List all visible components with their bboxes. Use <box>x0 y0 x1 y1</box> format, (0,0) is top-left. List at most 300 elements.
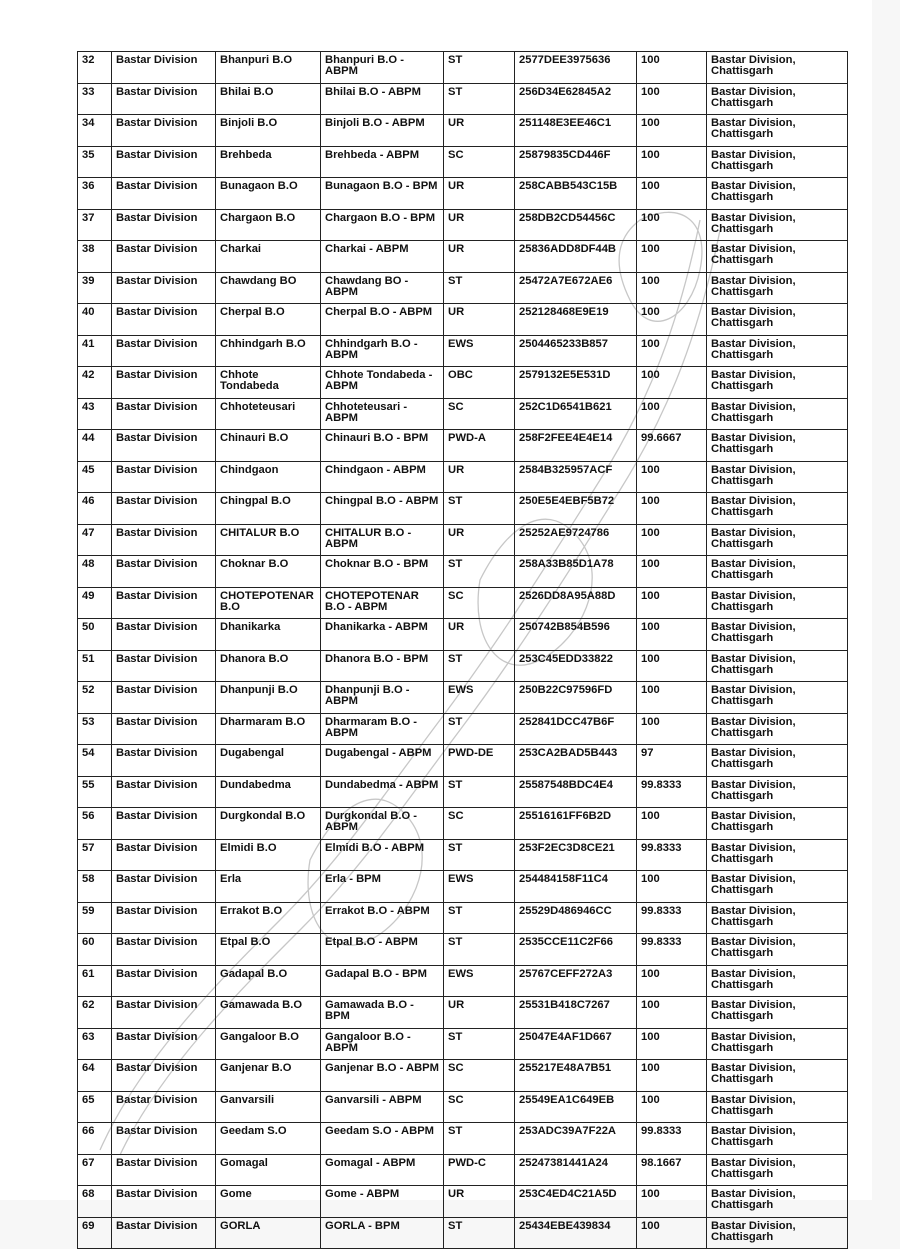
post-name-cell: Dharmaram B.O - ABPM <box>321 713 444 745</box>
division-cell: Bastar Division <box>112 997 216 1029</box>
location-cell: Bastar Division, Chattisgarh <box>707 367 848 399</box>
registration-id-cell: 258DB2CD54456C <box>515 209 637 241</box>
office-name-cell: Chinauri B.O <box>216 430 321 462</box>
registration-id-cell: 254484158F11C4 <box>515 871 637 903</box>
serial-number-cell: 33 <box>78 83 112 115</box>
serial-number-cell: 65 <box>78 1091 112 1123</box>
category-cell: UR <box>444 461 515 493</box>
post-name-cell: Geedam S.O - ABPM <box>321 1123 444 1155</box>
registration-id-cell: 25252AE9724786 <box>515 524 637 556</box>
location-cell: Bastar Division, Chattisgarh <box>707 1091 848 1123</box>
serial-number-cell: 48 <box>78 556 112 588</box>
location-cell: Bastar Division, Chattisgarh <box>707 241 848 273</box>
office-name-cell: Errakot B.O <box>216 902 321 934</box>
serial-number-cell: 49 <box>78 587 112 619</box>
office-name-cell: Dhanikarka <box>216 619 321 651</box>
table-row <box>78 965 848 997</box>
serial-number-cell: 60 <box>78 934 112 966</box>
post-name-cell: Etpal B.O - ABPM <box>321 934 444 966</box>
category-cell: SC <box>444 1091 515 1123</box>
category-cell: EWS <box>444 682 515 714</box>
location-cell: Bastar Division, Chattisgarh <box>707 304 848 336</box>
serial-number-cell: 55 <box>78 776 112 808</box>
serial-number-cell: 45 <box>78 461 112 493</box>
registration-id-cell: 255217E48A7B51 <box>515 1060 637 1092</box>
percentage-cell: 100 <box>637 556 707 588</box>
serial-number-cell: 58 <box>78 871 112 903</box>
office-name-cell: Gamawada B.O <box>216 997 321 1029</box>
division-cell: Bastar Division <box>112 1186 216 1218</box>
category-cell: ST <box>444 713 515 745</box>
office-name-cell: Gangaloor B.O <box>216 1028 321 1060</box>
location-cell: Bastar Division, Chattisgarh <box>707 430 848 462</box>
table-row <box>78 934 848 966</box>
division-cell: Bastar Division <box>112 587 216 619</box>
office-name-cell: Chhoteteusari <box>216 398 321 430</box>
percentage-cell: 100 <box>637 1060 707 1092</box>
office-name-cell: Erla <box>216 871 321 903</box>
registration-id-cell: 2535CCE11C2F66 <box>515 934 637 966</box>
serial-number-cell: 37 <box>78 209 112 241</box>
registration-id-cell: 25836ADD8DF44B <box>515 241 637 273</box>
category-cell: ST <box>444 556 515 588</box>
location-cell: Bastar Division, Chattisgarh <box>707 1154 848 1186</box>
post-name-cell: Durgkondal B.O - ABPM <box>321 808 444 840</box>
percentage-cell: 100 <box>637 997 707 1029</box>
post-name-cell: Bhilai B.O - ABPM <box>321 83 444 115</box>
office-name-cell: Binjoli B.O <box>216 115 321 147</box>
table-row <box>78 398 848 430</box>
division-cell: Bastar Division <box>112 1123 216 1155</box>
registration-id-cell: 2526DD8A95A88D <box>515 587 637 619</box>
location-cell: Bastar Division, Chattisgarh <box>707 965 848 997</box>
post-name-cell: Dundabedma - ABPM <box>321 776 444 808</box>
division-cell: Bastar Division <box>112 871 216 903</box>
registration-id-cell: 250E5E4EBF5B72 <box>515 493 637 525</box>
post-name-cell: Dhanora B.O - BPM <box>321 650 444 682</box>
category-cell: ST <box>444 902 515 934</box>
office-name-cell: Choknar B.O <box>216 556 321 588</box>
office-name-cell: Chhindgarh B.O <box>216 335 321 367</box>
location-cell: Bastar Division, Chattisgarh <box>707 745 848 777</box>
registration-id-cell: 250742B854B596 <box>515 619 637 651</box>
division-cell: Bastar Division <box>112 430 216 462</box>
percentage-cell: 100 <box>637 871 707 903</box>
category-cell: SC <box>444 808 515 840</box>
category-cell: EWS <box>444 965 515 997</box>
category-cell: ST <box>444 1028 515 1060</box>
category-cell: UR <box>444 1186 515 1218</box>
location-cell: Bastar Division, Chattisgarh <box>707 682 848 714</box>
percentage-cell: 100 <box>637 682 707 714</box>
table-row <box>78 713 848 745</box>
category-cell: ST <box>444 52 515 84</box>
table-row <box>78 146 848 178</box>
post-name-cell: Ganjenar B.O - ABPM <box>321 1060 444 1092</box>
table-row <box>78 808 848 840</box>
percentage-cell: 100 <box>637 1091 707 1123</box>
percentage-cell: 100 <box>637 1217 707 1249</box>
percentage-cell: 99.8333 <box>637 776 707 808</box>
division-cell: Bastar Division <box>112 745 216 777</box>
office-name-cell: Geedam S.O <box>216 1123 321 1155</box>
registration-id-cell: 252128468E9E19 <box>515 304 637 336</box>
percentage-cell: 100 <box>637 1186 707 1218</box>
category-cell: EWS <box>444 871 515 903</box>
serial-number-cell: 68 <box>78 1186 112 1218</box>
division-cell: Bastar Division <box>112 1154 216 1186</box>
serial-number-cell: 50 <box>78 619 112 651</box>
registration-id-cell: 258F2FEE4E4E14 <box>515 430 637 462</box>
post-name-cell: Gomagal - ABPM <box>321 1154 444 1186</box>
serial-number-cell: 67 <box>78 1154 112 1186</box>
table-row <box>78 178 848 210</box>
location-cell: Bastar Division, Chattisgarh <box>707 398 848 430</box>
office-name-cell: Durgkondal B.O <box>216 808 321 840</box>
location-cell: Bastar Division, Chattisgarh <box>707 556 848 588</box>
division-cell: Bastar Division <box>112 272 216 304</box>
location-cell: Bastar Division, Chattisgarh <box>707 587 848 619</box>
category-cell: PWD-A <box>444 430 515 462</box>
serial-number-cell: 69 <box>78 1217 112 1249</box>
category-cell: PWD-DE <box>444 745 515 777</box>
table-row <box>78 619 848 651</box>
serial-number-cell: 39 <box>78 272 112 304</box>
division-cell: Bastar Division <box>112 146 216 178</box>
registration-id-cell: 253C45EDD33822 <box>515 650 637 682</box>
post-name-cell: Chhindgarh B.O - ABPM <box>321 335 444 367</box>
serial-number-cell: 42 <box>78 367 112 399</box>
percentage-cell: 100 <box>637 146 707 178</box>
post-name-cell: Dhanikarka - ABPM <box>321 619 444 651</box>
division-cell: Bastar Division <box>112 682 216 714</box>
division-cell: Bastar Division <box>112 209 216 241</box>
table-row <box>78 1060 848 1092</box>
percentage-cell: 100 <box>637 83 707 115</box>
division-cell: Bastar Division <box>112 1060 216 1092</box>
office-name-cell: Ganjenar B.O <box>216 1060 321 1092</box>
category-cell: ST <box>444 83 515 115</box>
percentage-cell: 100 <box>637 493 707 525</box>
results-table <box>77 51 848 1249</box>
category-cell: ST <box>444 839 515 871</box>
registration-id-cell: 2579132E5E531D <box>515 367 637 399</box>
category-cell: UR <box>444 241 515 273</box>
post-name-cell: CHITALUR B.O - ABPM <box>321 524 444 556</box>
registration-id-cell: 25531B418C7267 <box>515 997 637 1029</box>
location-cell: Bastar Division, Chattisgarh <box>707 52 848 84</box>
location-cell: Bastar Division, Chattisgarh <box>707 776 848 808</box>
division-cell: Bastar Division <box>112 178 216 210</box>
location-cell: Bastar Division, Chattisgarh <box>707 1060 848 1092</box>
category-cell: UR <box>444 304 515 336</box>
office-name-cell: Elmidi B.O <box>216 839 321 871</box>
division-cell: Bastar Division <box>112 934 216 966</box>
serial-number-cell: 54 <box>78 745 112 777</box>
percentage-cell: 100 <box>637 304 707 336</box>
category-cell: EWS <box>444 335 515 367</box>
table-row <box>78 776 848 808</box>
category-cell: ST <box>444 1123 515 1155</box>
category-cell: PWD-C <box>444 1154 515 1186</box>
registration-id-cell: 25587548BDC4E4 <box>515 776 637 808</box>
category-cell: ST <box>444 1217 515 1249</box>
post-name-cell: Gamawada B.O - BPM <box>321 997 444 1029</box>
office-name-cell: Chawdang BO <box>216 272 321 304</box>
office-name-cell: Dundabedma <box>216 776 321 808</box>
table-row <box>78 1186 848 1218</box>
division-cell: Bastar Division <box>112 965 216 997</box>
office-name-cell: Brehbeda <box>216 146 321 178</box>
serial-number-cell: 40 <box>78 304 112 336</box>
location-cell: Bastar Division, Chattisgarh <box>707 115 848 147</box>
location-cell: Bastar Division, Chattisgarh <box>707 524 848 556</box>
division-cell: Bastar Division <box>112 650 216 682</box>
registration-id-cell: 25549EA1C649EB <box>515 1091 637 1123</box>
table-row <box>78 997 848 1029</box>
division-cell: Bastar Division <box>112 52 216 84</box>
registration-id-cell: 25472A7E672AE6 <box>515 272 637 304</box>
serial-number-cell: 57 <box>78 839 112 871</box>
registration-id-cell: 253CA2BAD5B443 <box>515 745 637 777</box>
table-row <box>78 52 848 84</box>
post-name-cell: Chingpal B.O - ABPM <box>321 493 444 525</box>
registration-id-cell: 25879835CD446F <box>515 146 637 178</box>
serial-number-cell: 43 <box>78 398 112 430</box>
registration-id-cell: 258A33B85D1A78 <box>515 556 637 588</box>
table-row <box>78 83 848 115</box>
table-row <box>78 1028 848 1060</box>
category-cell: ST <box>444 650 515 682</box>
table-row <box>78 493 848 525</box>
table-row <box>78 650 848 682</box>
table-row <box>78 241 848 273</box>
category-cell: SC <box>444 398 515 430</box>
category-cell: UR <box>444 524 515 556</box>
percentage-cell: 99.8333 <box>637 902 707 934</box>
office-name-cell: Chargaon B.O <box>216 209 321 241</box>
division-cell: Bastar Division <box>112 304 216 336</box>
post-name-cell: Chhote Tondabeda - ABPM <box>321 367 444 399</box>
post-name-cell: Binjoli B.O - ABPM <box>321 115 444 147</box>
percentage-cell: 100 <box>637 115 707 147</box>
category-cell: OBC <box>444 367 515 399</box>
division-cell: Bastar Division <box>112 1217 216 1249</box>
location-cell: Bastar Division, Chattisgarh <box>707 871 848 903</box>
table-row <box>78 209 848 241</box>
serial-number-cell: 56 <box>78 808 112 840</box>
results-table-body <box>78 52 848 1249</box>
registration-id-cell: 2577DEE3975636 <box>515 52 637 84</box>
post-name-cell: Dhanpunji B.O - ABPM <box>321 682 444 714</box>
office-name-cell: GORLA <box>216 1217 321 1249</box>
office-name-cell: Charkai <box>216 241 321 273</box>
office-name-cell: CHITALUR B.O <box>216 524 321 556</box>
table-row <box>78 524 848 556</box>
office-name-cell: Chindgaon <box>216 461 321 493</box>
percentage-cell: 100 <box>637 619 707 651</box>
post-name-cell: Errakot B.O - ABPM <box>321 902 444 934</box>
percentage-cell: 99.8333 <box>637 934 707 966</box>
division-cell: Bastar Division <box>112 808 216 840</box>
serial-number-cell: 51 <box>78 650 112 682</box>
table-row <box>78 556 848 588</box>
table-row <box>78 902 848 934</box>
post-name-cell: Charkai - ABPM <box>321 241 444 273</box>
category-cell: ST <box>444 934 515 966</box>
post-name-cell: Ganvarsili - ABPM <box>321 1091 444 1123</box>
post-name-cell: Bhanpuri B.O - ABPM <box>321 52 444 84</box>
post-name-cell: Chawdang BO - ABPM <box>321 272 444 304</box>
post-name-cell: Brehbeda - ABPM <box>321 146 444 178</box>
office-name-cell: Bhilai B.O <box>216 83 321 115</box>
table-row <box>78 304 848 336</box>
post-name-cell: Bunagaon B.O - BPM <box>321 178 444 210</box>
serial-number-cell: 61 <box>78 965 112 997</box>
table-row <box>78 335 848 367</box>
location-cell: Bastar Division, Chattisgarh <box>707 839 848 871</box>
location-cell: Bastar Division, Chattisgarh <box>707 902 848 934</box>
category-cell: ST <box>444 272 515 304</box>
location-cell: Bastar Division, Chattisgarh <box>707 650 848 682</box>
post-name-cell: Choknar B.O - BPM <box>321 556 444 588</box>
serial-number-cell: 59 <box>78 902 112 934</box>
location-cell: Bastar Division, Chattisgarh <box>707 1123 848 1155</box>
percentage-cell: 100 <box>637 272 707 304</box>
registration-id-cell: 256D34E62845A2 <box>515 83 637 115</box>
post-name-cell: GORLA - BPM <box>321 1217 444 1249</box>
registration-id-cell: 25434EBE439834 <box>515 1217 637 1249</box>
serial-number-cell: 63 <box>78 1028 112 1060</box>
serial-number-cell: 38 <box>78 241 112 273</box>
post-name-cell: CHOTEPOTENAR B.O - ABPM <box>321 587 444 619</box>
table-row <box>78 745 848 777</box>
post-name-cell: Erla - BPM <box>321 871 444 903</box>
serial-number-cell: 62 <box>78 997 112 1029</box>
registration-id-cell: 250B22C97596FD <box>515 682 637 714</box>
table-row <box>78 430 848 462</box>
location-cell: Bastar Division, Chattisgarh <box>707 934 848 966</box>
registration-id-cell: 25247381441A24 <box>515 1154 637 1186</box>
division-cell: Bastar Division <box>112 335 216 367</box>
percentage-cell: 100 <box>637 808 707 840</box>
division-cell: Bastar Division <box>112 241 216 273</box>
post-name-cell: Gangaloor B.O - ABPM <box>321 1028 444 1060</box>
location-cell: Bastar Division, Chattisgarh <box>707 209 848 241</box>
division-cell: Bastar Division <box>112 556 216 588</box>
category-cell: SC <box>444 146 515 178</box>
division-cell: Bastar Division <box>112 713 216 745</box>
division-cell: Bastar Division <box>112 776 216 808</box>
category-cell: UR <box>444 115 515 147</box>
registration-id-cell: 251148E3EE46C1 <box>515 115 637 147</box>
category-cell: UR <box>444 619 515 651</box>
division-cell: Bastar Division <box>112 1028 216 1060</box>
location-cell: Bastar Division, Chattisgarh <box>707 1217 848 1249</box>
post-name-cell: Chinauri B.O - BPM <box>321 430 444 462</box>
serial-number-cell: 34 <box>78 115 112 147</box>
registration-id-cell: 2504465233B857 <box>515 335 637 367</box>
division-cell: Bastar Division <box>112 1091 216 1123</box>
registration-id-cell: 252841DCC47B6F <box>515 713 637 745</box>
registration-id-cell: 253ADC39A7F22A <box>515 1123 637 1155</box>
post-name-cell: Chhoteteusari - ABPM <box>321 398 444 430</box>
percentage-cell: 100 <box>637 713 707 745</box>
office-name-cell: Cherpal B.O <box>216 304 321 336</box>
table-row <box>78 272 848 304</box>
serial-number-cell: 64 <box>78 1060 112 1092</box>
division-cell: Bastar Division <box>112 902 216 934</box>
percentage-cell: 99.8333 <box>637 839 707 871</box>
post-name-cell: Chindgaon - ABPM <box>321 461 444 493</box>
post-name-cell: Dugabengal - ABPM <box>321 745 444 777</box>
location-cell: Bastar Division, Chattisgarh <box>707 713 848 745</box>
division-cell: Bastar Division <box>112 524 216 556</box>
office-name-cell: Etpal B.O <box>216 934 321 966</box>
serial-number-cell: 35 <box>78 146 112 178</box>
category-cell: UR <box>444 209 515 241</box>
table-row <box>78 1123 848 1155</box>
table-row <box>78 115 848 147</box>
office-name-cell: CHOTEPOTENAR B.O <box>216 587 321 619</box>
percentage-cell: 100 <box>637 650 707 682</box>
percentage-cell: 100 <box>637 1028 707 1060</box>
location-cell: Bastar Division, Chattisgarh <box>707 146 848 178</box>
division-cell: Bastar Division <box>112 398 216 430</box>
location-cell: Bastar Division, Chattisgarh <box>707 1186 848 1218</box>
table-row <box>78 871 848 903</box>
registration-id-cell: 25529D486946CC <box>515 902 637 934</box>
percentage-cell: 100 <box>637 367 707 399</box>
registration-id-cell: 25047E4AF1D667 <box>515 1028 637 1060</box>
percentage-cell: 100 <box>637 524 707 556</box>
post-name-cell: Gadapal B.O - BPM <box>321 965 444 997</box>
serial-number-cell: 66 <box>78 1123 112 1155</box>
table-row <box>78 461 848 493</box>
category-cell: ST <box>444 776 515 808</box>
category-cell: ST <box>444 493 515 525</box>
location-cell: Bastar Division, Chattisgarh <box>707 619 848 651</box>
registration-id-cell: 252C1D6541B621 <box>515 398 637 430</box>
percentage-cell: 100 <box>637 241 707 273</box>
serial-number-cell: 53 <box>78 713 112 745</box>
location-cell: Bastar Division, Chattisgarh <box>707 335 848 367</box>
division-cell: Bastar Division <box>112 493 216 525</box>
office-name-cell: Chingpal B.O <box>216 493 321 525</box>
office-name-cell: Gome <box>216 1186 321 1218</box>
division-cell: Bastar Division <box>112 839 216 871</box>
serial-number-cell: 44 <box>78 430 112 462</box>
percentage-cell: 100 <box>637 587 707 619</box>
office-name-cell: Bunagaon B.O <box>216 178 321 210</box>
office-name-cell: Dugabengal <box>216 745 321 777</box>
table-row <box>78 1154 848 1186</box>
office-name-cell: Dhanpunji B.O <box>216 682 321 714</box>
table-row <box>78 1217 848 1249</box>
location-cell: Bastar Division, Chattisgarh <box>707 461 848 493</box>
registration-id-cell: 2584B325957ACF <box>515 461 637 493</box>
registration-id-cell: 25516161FF6B2D <box>515 808 637 840</box>
table-row <box>78 367 848 399</box>
category-cell: UR <box>444 178 515 210</box>
office-name-cell: Bhanpuri B.O <box>216 52 321 84</box>
location-cell: Bastar Division, Chattisgarh <box>707 272 848 304</box>
table-row <box>78 839 848 871</box>
office-name-cell: Gadapal B.O <box>216 965 321 997</box>
percentage-cell: 100 <box>637 335 707 367</box>
serial-number-cell: 46 <box>78 493 112 525</box>
division-cell: Bastar Division <box>112 115 216 147</box>
